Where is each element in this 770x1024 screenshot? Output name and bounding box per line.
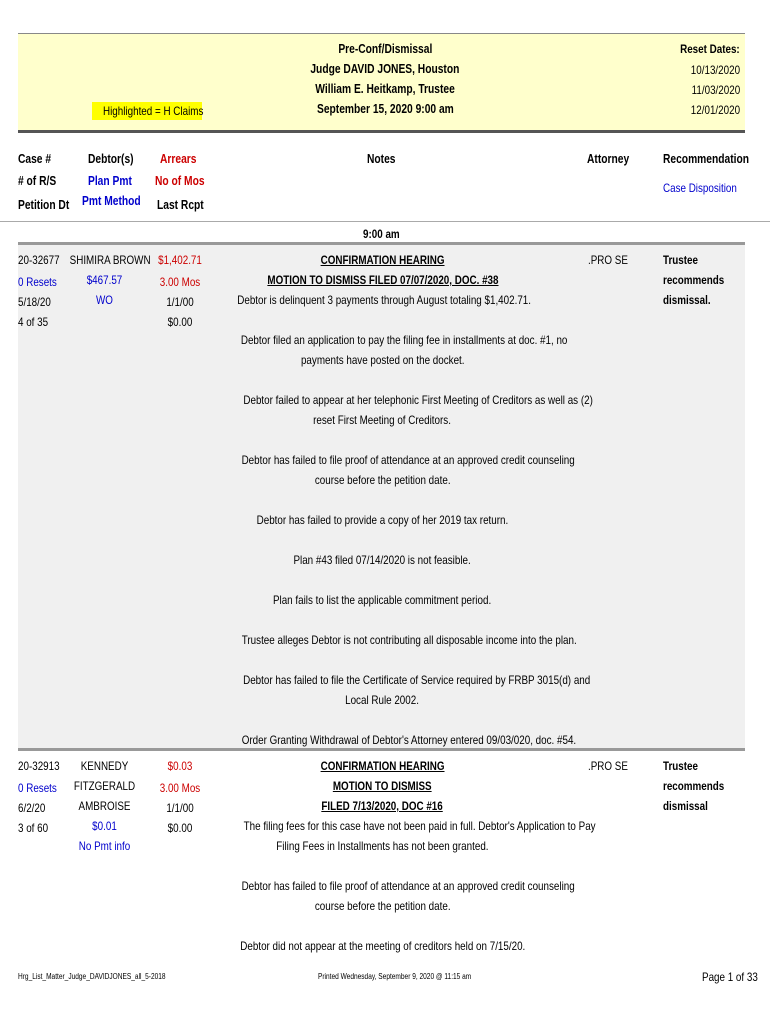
header-notes: Notes	[367, 152, 396, 166]
hearing-date-line: September 15, 2020 9:00 am	[316, 102, 454, 116]
report-title: Pre-Conf/Dismissal	[338, 42, 432, 56]
resets-count: 0 Resets	[18, 275, 57, 289]
highlight-note: Highlighted = H Claims	[103, 104, 204, 118]
petition-date: 6/2/20	[18, 801, 46, 815]
footer-page-number: Page 1 of 33	[702, 970, 758, 984]
attorney-name: .PRO SE	[588, 253, 628, 267]
header-petition-date: Petition Dt	[18, 198, 70, 212]
recommendation: Trustee recommends dismissal.	[663, 253, 725, 307]
plan-payment: $0.01	[92, 819, 117, 833]
arrears-amount: $1,402.71	[158, 253, 202, 267]
footer-report-name: Hrg_List_Matter_Judge_DAVIDJONES_all_5-2018	[18, 972, 166, 981]
trustee-line: William E. Heitkamp, Trustee	[315, 82, 455, 96]
header-case-no: Case #	[18, 152, 52, 166]
last-receipt-amount: $0.00	[167, 821, 193, 835]
header-pmt-method: Pmt Method	[82, 194, 141, 208]
header-attorney: Attorney	[587, 152, 630, 166]
recommendation: Trustee recommends dismissal	[663, 759, 725, 813]
payment-method: No Pmt info	[78, 839, 131, 853]
debtor-name: KENNEDY FITZGERALD AMBROISE	[73, 759, 136, 813]
resets-count: 0 Resets	[18, 781, 57, 795]
reset-date: 12/01/2020	[690, 103, 740, 117]
reset-date: 11/03/2020	[691, 83, 740, 97]
debtor-name: SHIMIRA BROWN	[69, 253, 151, 267]
header-debtor: Debtor(s)	[88, 152, 134, 166]
case-number: 20-32677	[18, 253, 60, 267]
footer-printed-date: Printed Wednesday, September 9, 2020 @ 11:15 am	[318, 972, 472, 981]
header-recommendation: Recommendation	[663, 152, 750, 166]
petition-date: 5/18/20	[18, 295, 51, 309]
header-plan-pmt: Plan Pmt	[88, 174, 132, 188]
header-arrears: Arrears	[160, 152, 197, 166]
case-notes: CONFIRMATION HEARING MOTION TO DISMISS FILED 7/13/2020, DOC #16 The filing fees for this case have not been paid in full. Debtor's Application to Pay Filing Fees in Installments has not been granted. Debtor has failed to file proof of attendance at an approved credit counseling course before the petition date. Debtor did not appear at the meeting of creditors held on 7/15/20.	[239, 759, 596, 953]
months-delinquent: 3.00 Mos	[159, 781, 201, 795]
header-resets: # of R/S	[18, 174, 57, 188]
plan-payment: $467.57	[86, 273, 123, 287]
highlight-legend	[92, 102, 202, 120]
plan-position: 4 of 35	[18, 315, 49, 329]
last-receipt-amount: $0.00	[167, 315, 193, 329]
judge-line: Judge DAVID JONES, Houston	[310, 62, 460, 76]
last-receipt-date: 1/1/00	[166, 801, 194, 815]
case-notes: CONFIRMATION HEARING MOTION TO DISMISS FILED 07/07/2020, DOC. #38 Debtor is delinquent 3 payments through August totaling $1,402.71. Debtor filed an application to pay the filing fee in installments at doc. #1, no payments have posted on the docket. Debtor failed to appear at her telephonic First Meeting of Creditors as well as (2) reset First Meeting of Creditors. Debtor has failed to file proof of attendance at an approved credit counseling course before the petition date. Debtor has failed to provide a copy of her 2019 tax return. Plan #43 filed 07/14/2020 is not feasible. Plan fails to list the applicable commitment period. Trustee alleges Debtor is not contributing all disposable income into the plan. Debtor has failed to file the Certificate of Service required by FRBP 3015(d) and Local Rule 2002. Order Granting Withdrawal of Debtor's Attorney entered 09/03/020, doc. #54.	[237, 253, 593, 747]
last-receipt-date: 1/1/00	[166, 295, 194, 309]
case-number: 20-32913	[18, 759, 60, 773]
header-divider	[0, 221, 770, 222]
header-months: No of Mos	[155, 174, 205, 188]
time-slot: 9:00 am	[363, 227, 400, 241]
months-delinquent: 3.00 Mos	[159, 275, 201, 289]
reset-dates-label: Reset Dates:	[680, 42, 740, 56]
attorney-name: .PRO SE	[588, 759, 628, 773]
case-divider	[18, 748, 745, 751]
reset-date: 10/13/2020	[690, 63, 740, 77]
plan-position: 3 of 60	[18, 821, 49, 835]
case-disposition-link[interactable]: Case Disposition	[663, 181, 737, 195]
arrears-amount: $0.03	[167, 759, 193, 773]
header-last-receipt: Last Rcpt	[157, 198, 204, 212]
payment-method: WO	[96, 293, 113, 307]
